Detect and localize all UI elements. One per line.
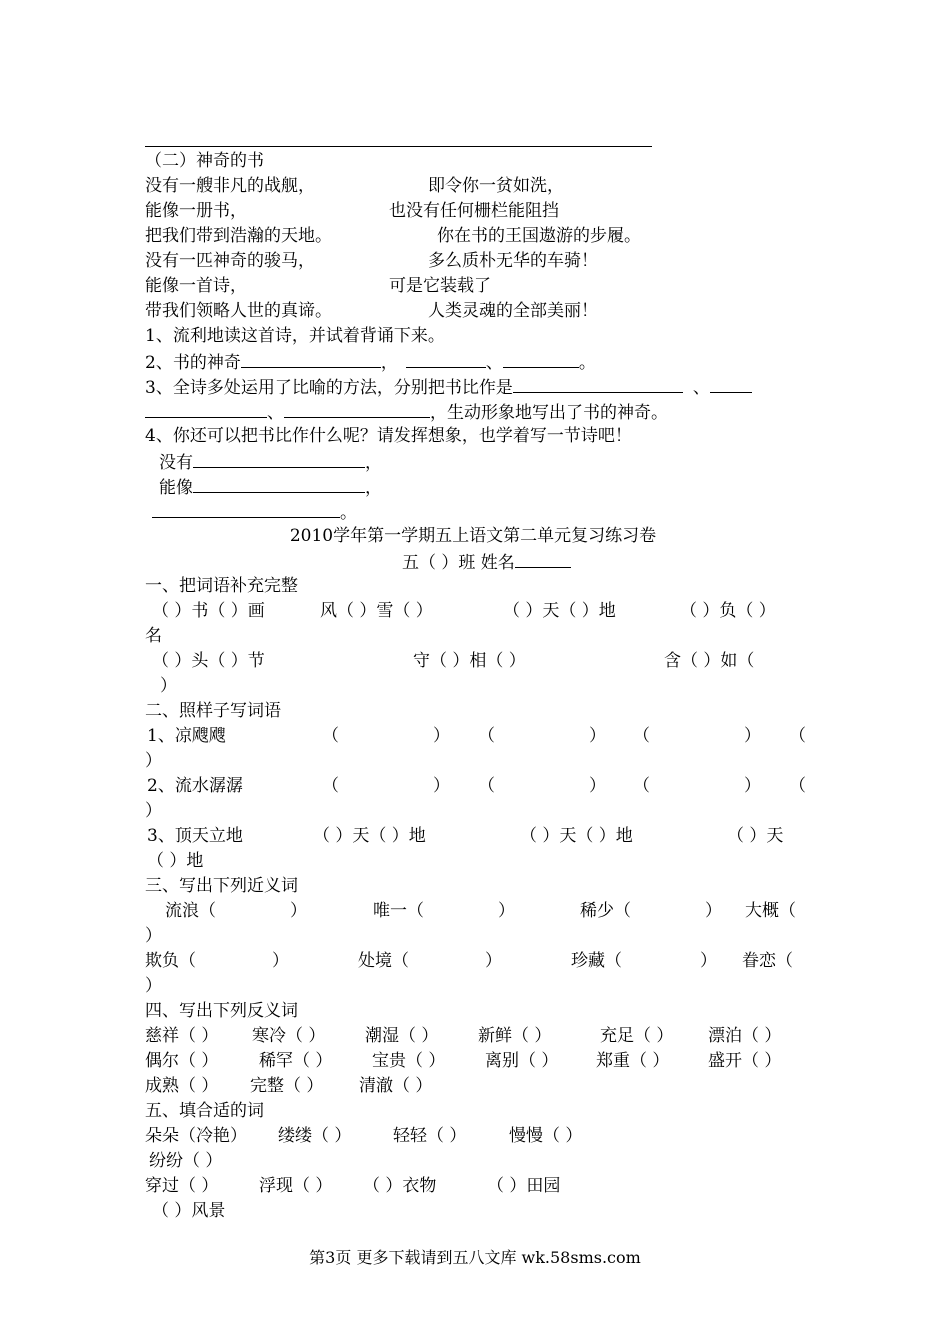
poem-line: 没有一艘非凡的战舰， <box>145 176 315 196</box>
poem-line: 即令你一贫如洗， <box>428 176 564 196</box>
example-word: 2、流水潺潺 <box>147 776 243 796</box>
antonym-item: 清澈（ ） <box>359 1076 433 1096</box>
paren-close: ） <box>589 726 606 746</box>
antonym-item: 稀罕（ ） <box>259 1051 333 1071</box>
page-footer: 第3页 更多下载请到五八文库 wk.58sms.com <box>309 1248 641 1267</box>
pattern-blank: （ ）天（ ）地 <box>313 826 426 846</box>
period: 。 <box>578 353 596 373</box>
separator: 、 <box>485 353 503 373</box>
paren-open: （ <box>789 726 806 746</box>
comma: ， <box>365 453 382 473</box>
answer-blank[interactable] <box>710 374 752 393</box>
pattern-blank: （ ）天（ ）地 <box>520 826 633 846</box>
paren-close: ） <box>272 951 289 971</box>
question-4: 4、你还可以把书比作什么呢？请发挥想象，也学着写一节诗吧！ <box>145 426 632 446</box>
fill-word-item: 缕缕（ ） <box>278 1126 352 1146</box>
antonym-item: 漂泊（ ） <box>708 1026 782 1046</box>
part5-heading: 五、填合适的词 <box>145 1101 264 1121</box>
poem-line: 也没有任何栅栏能阻挡 <box>389 201 559 221</box>
wrapped-text: （ ）地 <box>147 851 204 871</box>
answer-blank[interactable] <box>406 349 486 368</box>
idiom-blank: （ ）天（ ）地 <box>503 601 616 621</box>
name-blank[interactable] <box>515 549 571 568</box>
paren-close: ） <box>705 901 722 921</box>
synonym-item: 眷恋（ <box>742 951 793 971</box>
answer-blank[interactable] <box>193 474 365 493</box>
paren-close: ） <box>433 776 450 796</box>
idiom-blank: 风（ ）雪（ ） <box>320 601 433 621</box>
answer-blank[interactable] <box>145 399 267 418</box>
wrapped-text: ） <box>145 976 162 996</box>
fill-word-item: 轻轻（ ） <box>393 1126 467 1146</box>
fill-word-item: 纷纷（ ） <box>149 1151 223 1171</box>
synonym-item: 处境（ <box>358 951 409 971</box>
question-3-cont <box>145 399 668 425</box>
antonym-item: 郑重（ ） <box>596 1051 670 1071</box>
fill-word-item: 慢慢（ ） <box>509 1126 583 1146</box>
line-prefix: 没有 <box>159 453 193 473</box>
class-label: 五（ ）班 姓名 <box>402 553 515 573</box>
antonym-item: 寒冷（ ） <box>252 1026 326 1046</box>
paren-open: （ <box>322 726 339 746</box>
part2-heading: 二、照样子写词语 <box>145 701 281 721</box>
example-word: 3、顶天立地 <box>147 826 243 846</box>
fill-word-item: 浮现（ ） <box>259 1176 333 1196</box>
part1-heading: 一、把词语补充完整 <box>145 576 298 596</box>
part3-heading: 三、写出下列近义词 <box>145 876 298 896</box>
antonym-item: 盛开（ ） <box>708 1051 782 1071</box>
answer-blank[interactable] <box>284 399 430 418</box>
idiom-blank: 含（ ）如（ <box>664 651 755 671</box>
antonym-item: 完整（ ） <box>250 1076 324 1096</box>
question-1: 1、流利地读这首诗，并试着背诵下来。 <box>145 326 445 346</box>
idiom-blank: 守（ ）相（ ） <box>413 651 526 671</box>
wrapped-text: ） <box>145 926 162 946</box>
paren-close: ） <box>744 776 761 796</box>
poem-line: 多么质朴无华的车骑！ <box>428 251 598 271</box>
idiom-blank: （ ）书（ ）画 <box>152 601 265 621</box>
paren-open: （ <box>322 776 339 796</box>
wrapped-text: 名 <box>145 626 162 646</box>
antonym-item: 偶尔（ ） <box>145 1051 219 1071</box>
synonym-item: 稀少（ <box>580 901 631 921</box>
paren-open: （ <box>478 726 495 746</box>
question-3-tail: ，生动形象地写出了书的神奇。 <box>430 403 668 423</box>
synonym-item: 大概（ <box>745 901 796 921</box>
poem-write-line <box>159 474 382 500</box>
poem-write-line <box>159 449 382 475</box>
question-2 <box>145 349 596 375</box>
poem-write-line <box>152 499 357 525</box>
paren-close: ） <box>498 901 515 921</box>
top-divider <box>145 146 652 147</box>
antonym-item: 潮湿（ ） <box>365 1026 439 1046</box>
paren-close: ） <box>744 726 761 746</box>
wrapped-text: ） <box>160 676 177 696</box>
poem-line: 没有一匹神奇的骏马， <box>145 251 315 271</box>
paren-open: （ <box>633 776 650 796</box>
synonym-item: 唯一（ <box>373 901 424 921</box>
paren-close: ） <box>589 776 606 796</box>
comma: ， <box>380 353 398 373</box>
paren-open: （ <box>789 776 806 796</box>
period: 。 <box>340 503 357 523</box>
exam-title: 2010学年第一学期五上语文第二单元复习练习卷 <box>289 526 657 546</box>
question-2-text: 2、书的神奇 <box>145 353 241 373</box>
fill-word-item: （ ）衣物 <box>363 1176 437 1196</box>
poem-line: 能像一首诗， <box>145 276 247 296</box>
line-prefix: 能像 <box>159 478 193 498</box>
antonym-item: 新鲜（ ） <box>478 1026 552 1046</box>
fill-word-item: （ ）田园 <box>487 1176 561 1196</box>
answer-blank[interactable] <box>513 374 683 393</box>
answer-blank[interactable] <box>193 449 365 468</box>
antonym-item: 充足（ ） <box>600 1026 674 1046</box>
answer-blank[interactable] <box>152 499 340 518</box>
poem-line: 人类灵魂的全部美丽！ <box>428 301 598 321</box>
answer-blank[interactable] <box>503 349 579 368</box>
paren-open: （ <box>478 776 495 796</box>
fill-word-item: 朵朵（冷艳） <box>145 1126 247 1146</box>
antonym-item: 成熟（ ） <box>145 1076 219 1096</box>
paren-close: ） <box>433 726 450 746</box>
paren-close: ） <box>700 951 717 971</box>
poem-line: 能像一册书， <box>145 201 247 221</box>
poem-line: 带我们领略人世的真谛。 <box>145 301 332 321</box>
question-3 <box>145 374 752 400</box>
separator: 、 <box>267 403 284 423</box>
poem-line: 把我们带到浩瀚的天地。 <box>145 226 332 246</box>
synonym-item: 珍藏（ <box>571 951 622 971</box>
fill-word-item: （ ）风景 <box>152 1201 226 1221</box>
paren-open: （ <box>633 726 650 746</box>
synonym-item: 欺负（ <box>145 951 196 971</box>
wrapped-text: ） <box>145 751 162 771</box>
part4-heading: 四、写出下列反义词 <box>145 1001 298 1021</box>
paren-close: ） <box>485 951 502 971</box>
comma: ， <box>365 478 382 498</box>
fill-word-item: 穿过（ ） <box>145 1176 219 1196</box>
idiom-blank: （ ）负（ ） <box>680 601 776 621</box>
idiom-blank: （ ）头（ ）节 <box>152 651 265 671</box>
example-word: 1、凉飕飕 <box>147 726 226 746</box>
wrapped-text: ） <box>145 801 162 821</box>
synonym-item: 流浪（ <box>165 901 216 921</box>
antonym-item: 宝贵（ ） <box>372 1051 446 1071</box>
antonym-item: 离别（ ） <box>485 1051 559 1071</box>
separator: 、 <box>692 378 710 398</box>
class-name-line <box>402 549 571 575</box>
answer-blank[interactable] <box>241 349 381 368</box>
poem-line: 你在书的王国遨游的步履。 <box>437 226 641 246</box>
question-3-text: 3、全诗多处运用了比喻的方法，分别把书比作是 <box>145 378 513 398</box>
antonym-item: 慈祥（ ） <box>145 1026 219 1046</box>
poem-line: 可是它装载了 <box>389 276 491 296</box>
paren-close: ） <box>290 901 307 921</box>
section-title: （二）神奇的书 <box>145 151 264 171</box>
pattern-blank: （ ）天 <box>727 826 784 846</box>
